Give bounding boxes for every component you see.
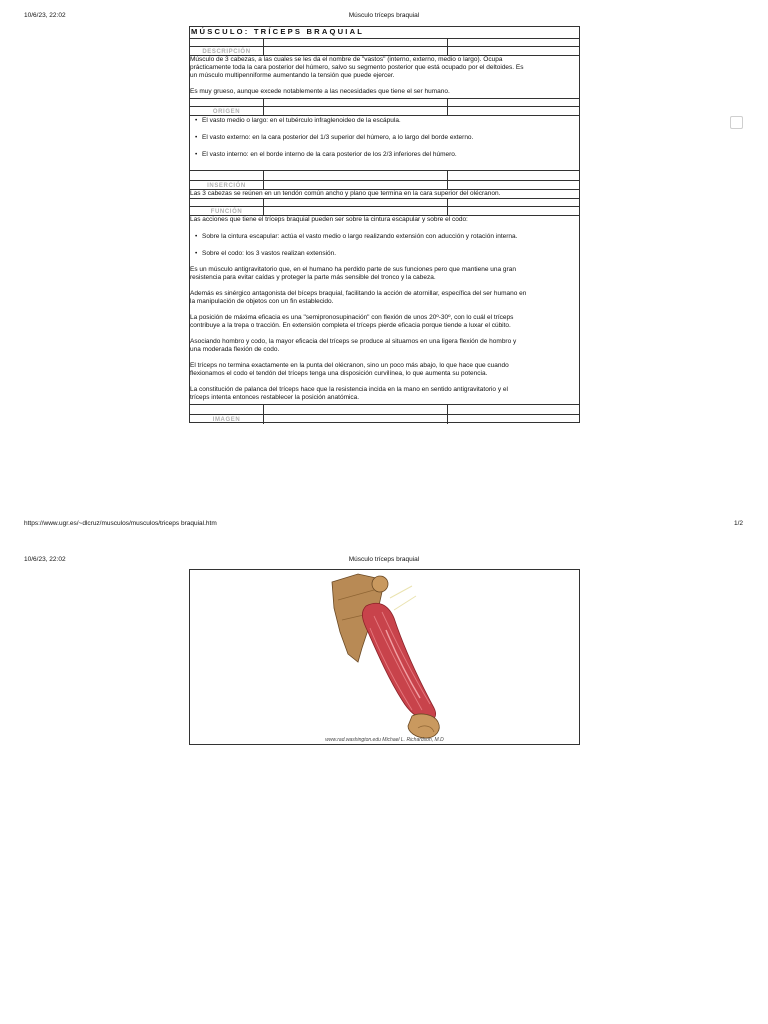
origen-label: ORIGEN bbox=[212, 109, 241, 115]
triceps-anatomy-illustration bbox=[190, 570, 579, 744]
funcion-intro: Las acciones que tiene el tríceps braquial pueden ser sobre la cintura escapular y sobre el codo: bbox=[190, 216, 468, 223]
empty-grid-row bbox=[190, 171, 579, 181]
funcion-p3-line-2: contribuye a la trepa o tracción. En extensión completa el tríceps pierde eficacia porque tiende a luxar el cúbito. bbox=[190, 322, 511, 329]
print-url: https://www.ugr.es/~dlcruz/musculos/musculos/triceps braquial.htm bbox=[24, 520, 217, 527]
descripcion-label: DESCRIPCIÓN bbox=[202, 49, 251, 55]
triceps-muscle bbox=[362, 603, 435, 720]
empty-grid-row bbox=[190, 39, 579, 47]
descripcion-label-row bbox=[190, 47, 579, 56]
funcion-p4-line-1: Asociando hombro y codo, la mayor eficacia del tríceps se produce al situarnos en una ligera flexión de hombro y bbox=[190, 338, 517, 345]
funcion-label-row bbox=[190, 207, 579, 216]
funcion-p5-line-1: El tríceps no termina exactamente en la punta del olécranon, sino un poco más abajo, lo que hace que cuando bbox=[190, 362, 509, 369]
descripcion-line-4: Es muy grueso, aunque excede notablemente a las necesidades que tiene el ser humano. bbox=[190, 88, 450, 95]
origen-item: • El vasto interno: en el borde interno de la cara posterior de los 2/3 inferiores del húmero. bbox=[202, 151, 457, 159]
descripcion-line-2: prácticamente toda la cara posterior del húmero, salvo su segmento posterior que está ocupado por el deltoides. Es bbox=[190, 64, 524, 71]
funcion-p1-line-2: resistencia para evitar caídas y proteger la parte más sensible del tronco y la cabeza. bbox=[190, 274, 436, 281]
insercion-text-row bbox=[190, 190, 579, 199]
funcion-p4-line-2: una moderada flexión de codo. bbox=[190, 346, 280, 353]
sheet-heading: MÚSCULO: TRÍCEPS BRAQUIAL bbox=[191, 27, 365, 36]
funcion-item: • Sobre la cintura escapular: actúa el vasto medio o largo realizando extensión con aducción y rotación interna. bbox=[202, 233, 517, 241]
funcion-label: FUNCIÓN bbox=[210, 209, 243, 215]
image-credit: www.rad.washington.edu Michael L. Richardson, M.D bbox=[325, 737, 444, 743]
funcion-p2-line-1: Además es sinérgico antagonista del bíceps braquial, facilitando la acción de atornillar, específica del ser humano en bbox=[190, 290, 527, 297]
image-frame bbox=[189, 569, 580, 745]
origen-item: • El vasto medio o largo: en el tubérculo infraglenoideo de la escápula. bbox=[202, 117, 401, 125]
print-page-title: Músculo tríceps braquial bbox=[348, 556, 420, 563]
funcion-text-row bbox=[190, 216, 579, 405]
print-datetime: 10/6/23, 22:02 bbox=[24, 556, 66, 563]
empty-grid-row bbox=[190, 199, 579, 207]
print-page-title: Músculo tríceps braquial bbox=[348, 12, 420, 19]
descripcion-text-row bbox=[190, 56, 579, 99]
funcion-p2-line-2: la manipulación de objetos con un fin establecido. bbox=[190, 298, 334, 305]
descripcion-line-1: Músculo de 3 cabezas, a las cuales se les da el nombre de "vastos" (interno, externo, medio o largo). Ocupa bbox=[190, 56, 503, 63]
print-datetime: 10/6/23, 22:02 bbox=[24, 12, 66, 19]
origen-item: • El vasto externo: en la cara posterior del 1/3 superior del húmero, a lo largo del borde externo. bbox=[202, 134, 473, 142]
funcion-p3-line-1: La posición de máxima eficacia es una "semipronosupinación" con flexión de unos 20º-30º, con lo cuál el tríceps bbox=[190, 314, 514, 321]
funcion-p6-line-2: tríceps intenta entonces restablecer la posición anatómica. bbox=[190, 394, 360, 401]
funcion-p6-line-1: La constitución de palanca del tríceps hace que la resistencia incida en la mano en sentido antigravitatorio y el bbox=[190, 386, 508, 393]
muscle-sheet-table bbox=[189, 26, 580, 423]
funcion-p1-line-1: Es un músculo antigravitatorio que, en el humano ha perdido parte de sus funciones pero que mantiene una gran bbox=[190, 266, 516, 273]
insercion-label: INSERCIÓN bbox=[207, 183, 246, 189]
checkbox-icon[interactable] bbox=[730, 116, 743, 129]
empty-grid-row bbox=[190, 405, 579, 415]
imagen-label: IMAGEN bbox=[212, 417, 241, 423]
heading-row bbox=[190, 27, 579, 39]
origen-list-row bbox=[190, 116, 579, 171]
descripcion-line-3: un músculo multipenniforme aumentando la tensión que puede ejercer. bbox=[190, 72, 395, 79]
insercion-text: Las 3 cabezas se reúnen en un tendón común ancho y plano que termina en la cara superior del olécranon. bbox=[190, 190, 501, 197]
funcion-item: • Sobre el codo: los 3 vastos realizan extensión. bbox=[202, 250, 336, 258]
print-page-number: 1/2 bbox=[734, 520, 744, 527]
empty-grid-row bbox=[190, 99, 579, 107]
origen-label-row bbox=[190, 107, 579, 116]
imagen-label-row bbox=[190, 415, 579, 424]
insercion-label-row bbox=[190, 181, 579, 190]
funcion-p5-line-2: flexionamos el codo el tendón del tríceps tenga una disposición curvilínea, lo que aumenta su potencia. bbox=[190, 370, 488, 377]
humeral-head bbox=[372, 576, 388, 592]
